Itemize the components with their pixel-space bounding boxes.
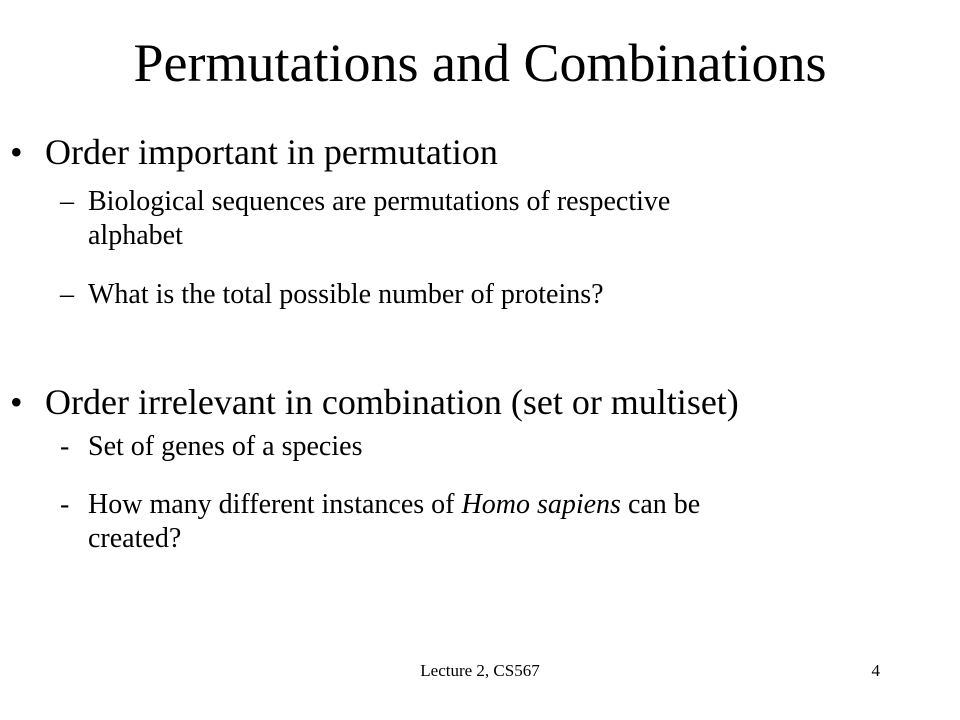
- bullet-text: Order important in permutation: [45, 132, 498, 172]
- subitem-text: [88, 185, 888, 253]
- bullet-text: Order irrelevant in combination (set or multiset): [45, 382, 739, 422]
- subitem-marker: –: [60, 186, 74, 217]
- subitem-marker: -: [60, 489, 70, 520]
- subitem-text: Set of genes of a species: [88, 431, 363, 462]
- subitem-line: Biological sequences are permutations of respective: [88, 186, 671, 217]
- bullet-marker: •: [10, 382, 23, 422]
- subitem-line: created?: [88, 523, 182, 554]
- subitem-text-before: How many different instances of: [88, 489, 462, 520]
- subitem-line: alphabet: [88, 220, 183, 251]
- subitem-text-after: can be: [620, 489, 701, 520]
- subitem-marker: -: [60, 431, 70, 462]
- subitem-text: What is the total possible number of proteins?: [88, 279, 604, 310]
- footer-lecture-label: Lecture 2, CS567: [420, 661, 540, 680]
- species-name-italic: Homo sapiens: [461, 489, 621, 520]
- subitem-text: [88, 488, 888, 556]
- bullet-marker: •: [10, 132, 23, 172]
- subitem-marker: –: [60, 279, 74, 310]
- slide-title: Permutations and Combinations: [133, 33, 827, 93]
- footer-page-number: 4: [871, 661, 880, 680]
